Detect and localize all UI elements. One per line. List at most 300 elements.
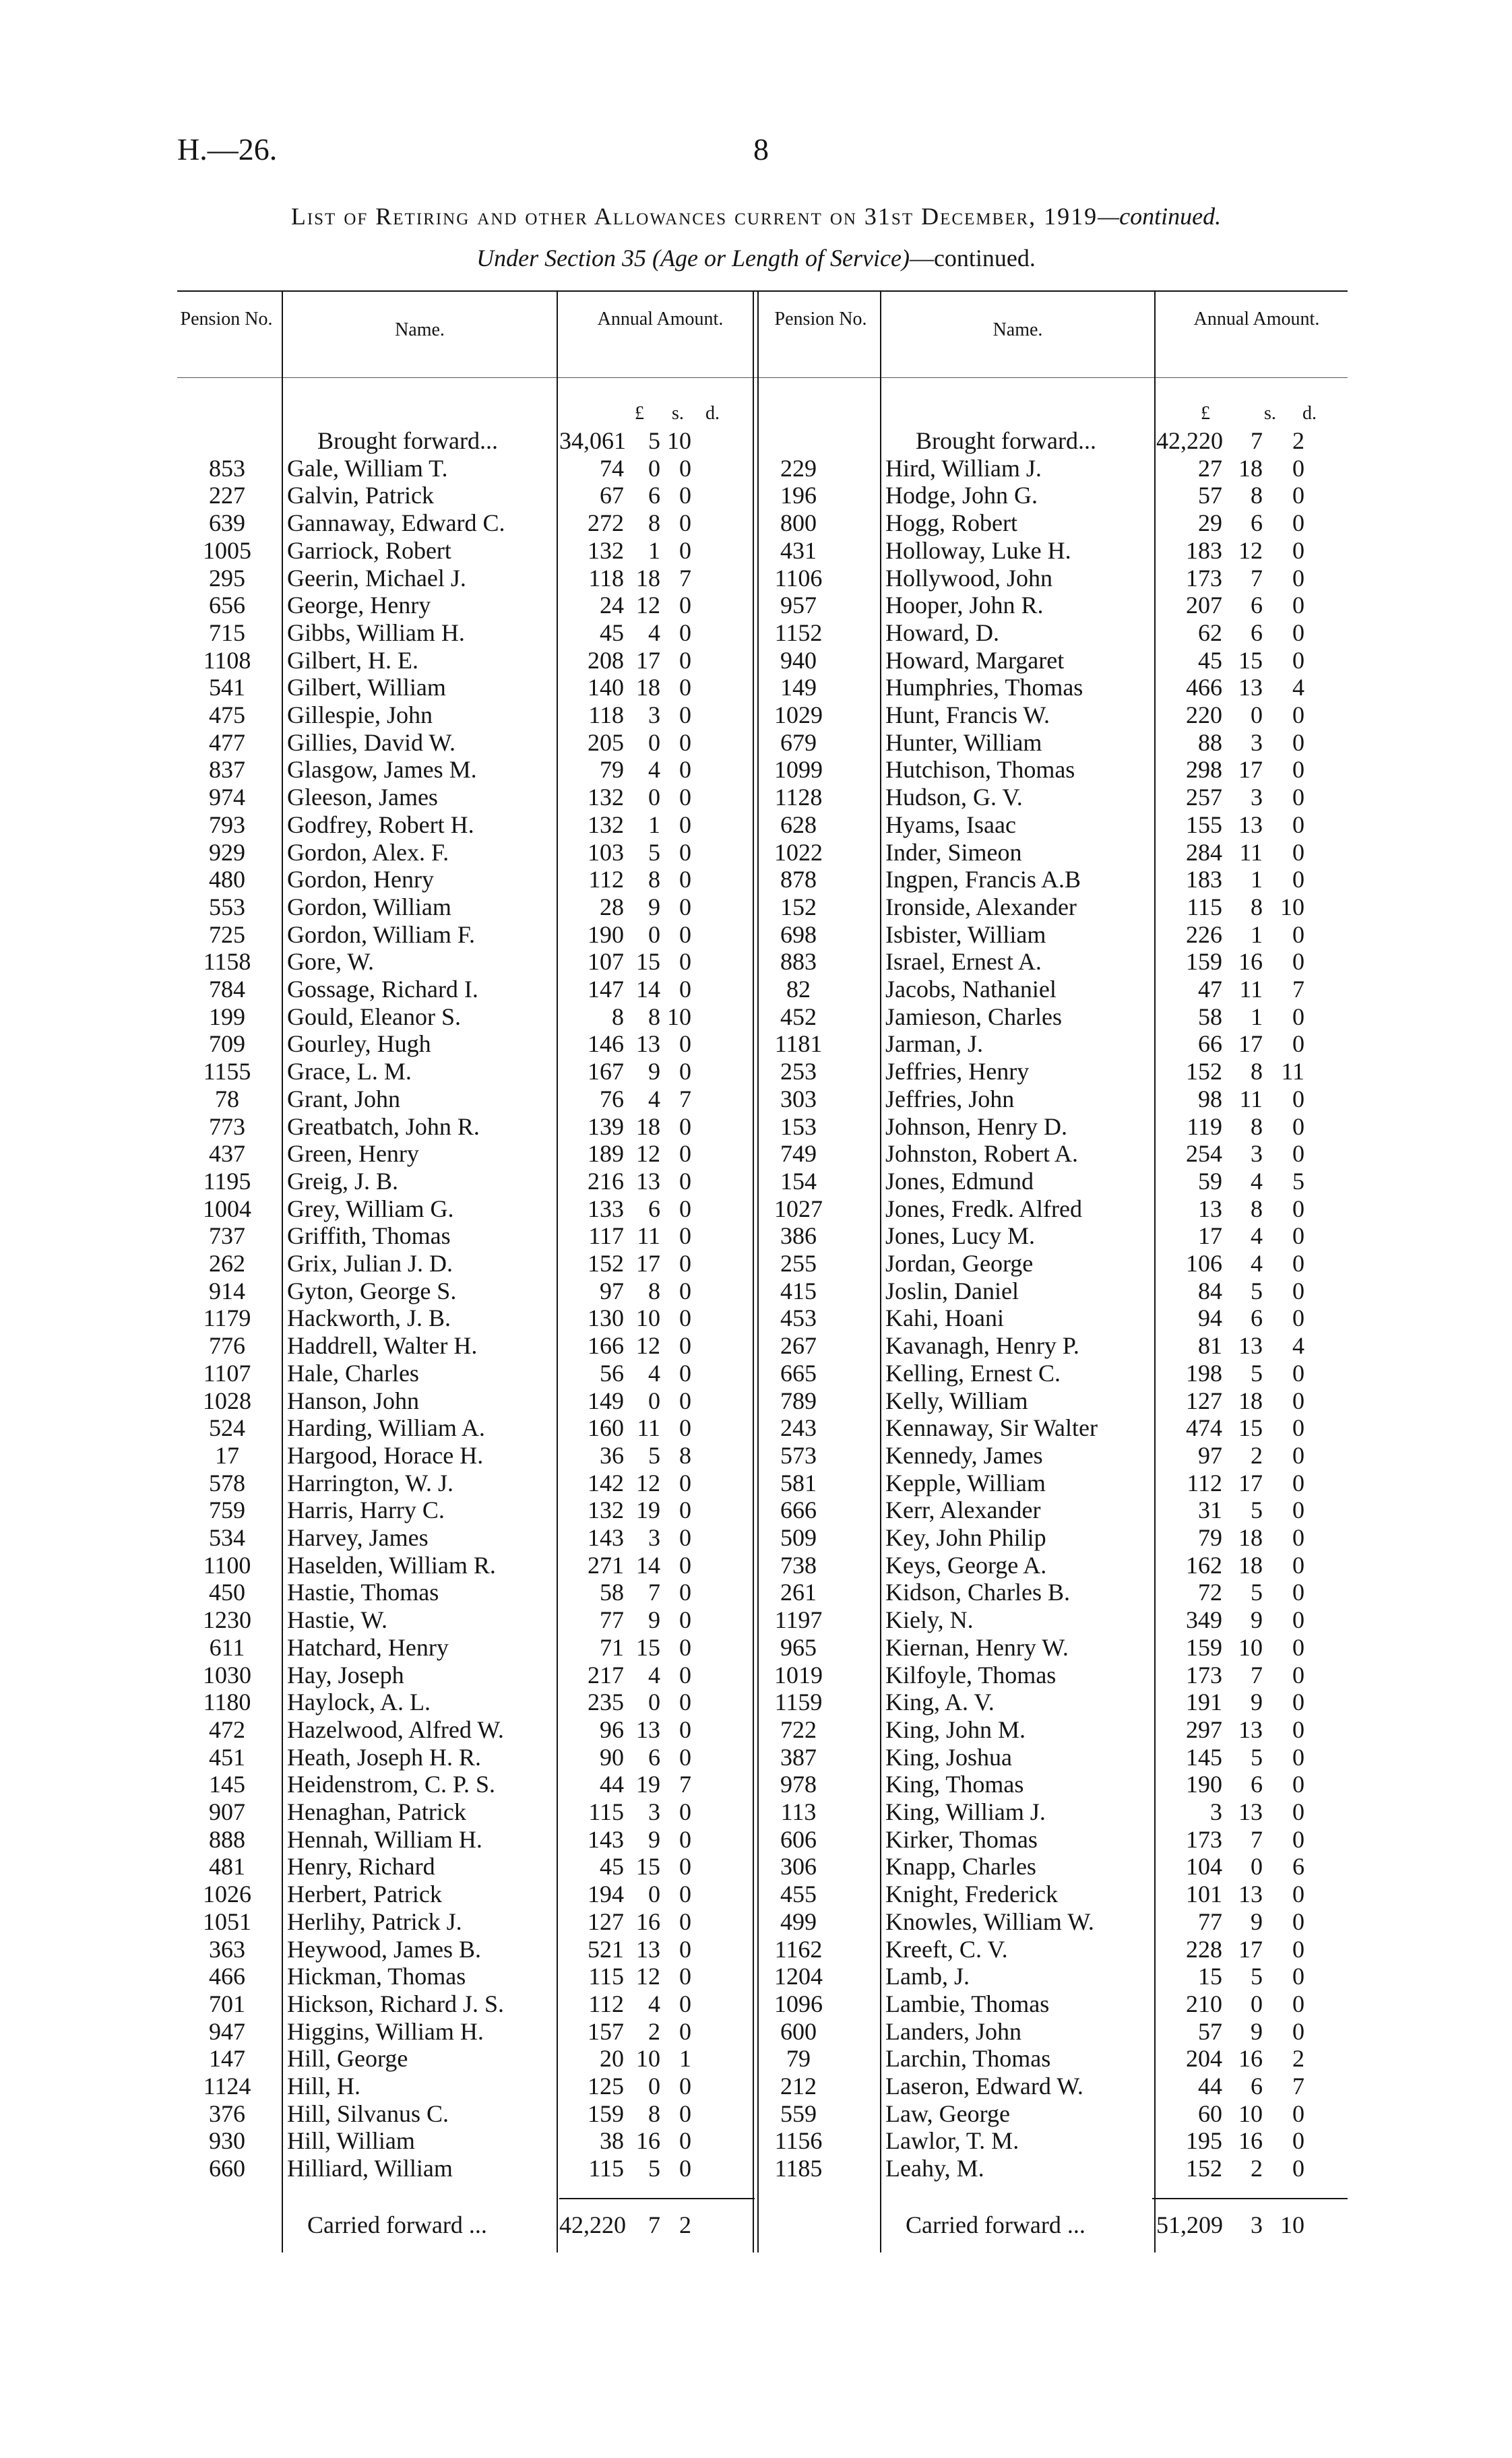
amount-pence: 10	[1280, 893, 1304, 920]
amount-pounds: 94	[1198, 1304, 1222, 1332]
amount-pence: 0	[1292, 1935, 1304, 1963]
amount-pence: 0	[679, 1881, 691, 1908]
table-row	[0, 1304, 1512, 1331]
amount-shillings: 16	[636, 2127, 660, 2155]
amount-pence: 0	[1292, 1908, 1304, 1935]
amount-pence: 4	[1292, 1332, 1304, 1360]
pension-no: 17	[215, 1441, 239, 1469]
table-row	[0, 1414, 1512, 1441]
amount-shillings: 4	[648, 756, 660, 784]
pension-no: 573	[780, 1441, 817, 1469]
brought-forward-row-label: Brought forward...	[916, 427, 1096, 454]
pensioner-name: Herlihy, Patrick J.	[287, 1908, 462, 1935]
amount-pounds: 189	[588, 1140, 624, 1168]
header-pension-no-left: Pension No.	[180, 309, 273, 329]
amount-pence: 0	[679, 1743, 691, 1771]
amount-shillings: 4	[648, 1085, 660, 1112]
amount-pence: 0	[1292, 701, 1304, 728]
pension-no: 737	[209, 1222, 245, 1250]
pension-no: 1100	[203, 1551, 251, 1579]
amount-shillings: 13	[1238, 1881, 1263, 1908]
pensioner-name: Jeffries, Henry	[885, 1058, 1030, 1085]
amount-pounds: 466	[1186, 674, 1222, 701]
table-row	[0, 674, 1512, 701]
amount-pence: 0	[1292, 592, 1304, 619]
pensioner-name: Gillies, David W.	[287, 728, 455, 756]
header-pension-no-right: Pension No.	[774, 309, 867, 329]
table-row	[0, 1606, 1512, 1633]
amount-pounds: 103	[588, 838, 624, 866]
amount-pounds: 349	[1186, 1606, 1222, 1634]
amount-pounds: 195	[1186, 2127, 1222, 2155]
amount-shillings: 19	[636, 1496, 660, 1524]
table-row	[0, 1195, 1512, 1222]
amount-pence: 10	[667, 427, 691, 454]
amount-pence: 0	[679, 2073, 691, 2100]
table-row	[0, 1716, 1512, 1743]
amount-shillings: 16	[636, 1908, 660, 1935]
amount-pounds: 104	[1186, 1853, 1222, 1881]
pension-no: 759	[209, 1496, 245, 1524]
amount-shillings: 0	[648, 1689, 660, 1716]
amount-shillings: 9	[1251, 2017, 1263, 2045]
pension-no: 1128	[774, 784, 823, 811]
amount-shillings: 11	[637, 1414, 660, 1442]
amount-pounds: 15	[1198, 1963, 1222, 1990]
amount-shillings: 17	[1238, 756, 1263, 784]
amount-pounds: 157	[588, 2017, 624, 2045]
pensioner-name: King, Joshua	[885, 1743, 1012, 1771]
pension-no: 888	[209, 1825, 245, 1853]
amount-pence: 0	[1292, 1277, 1304, 1304]
pension-no: 451	[209, 1743, 245, 1771]
amount-pence: 5	[1292, 1167, 1304, 1195]
amount-shillings: 3	[648, 1798, 660, 1825]
amount-shillings: 6	[648, 1195, 660, 1222]
table-row	[0, 729, 1512, 756]
amount-shillings: 9	[648, 1058, 660, 1085]
unit-shillings: s.	[1264, 403, 1276, 424]
amount-pounds: 28	[600, 893, 624, 920]
amount-shillings: 1	[1251, 920, 1263, 948]
amount-shillings: 3	[648, 701, 660, 728]
table-row	[0, 619, 1512, 646]
pensioner-name: Jones, Fredk. Alfred	[885, 1195, 1082, 1222]
amount-shillings: 8	[648, 1003, 660, 1030]
pensioner-name: Harvey, James	[287, 1524, 429, 1551]
pension-no: 1005	[203, 536, 251, 564]
table-row	[0, 455, 1512, 482]
pension-no: 431	[780, 536, 817, 564]
pension-no: 1107	[203, 1359, 251, 1387]
amount-shillings: 7	[1251, 1661, 1263, 1689]
amount-pounds: 272	[588, 509, 624, 537]
amount-shillings: 4	[648, 619, 660, 646]
pension-no: 793	[209, 811, 245, 838]
amount-pence: 0	[679, 1496, 691, 1524]
table-row	[0, 811, 1512, 838]
pensioner-name: Harding, William A.	[287, 1414, 485, 1442]
amount-pence: 0	[679, 1661, 691, 1689]
pensioner-name: Harrington, W. J.	[287, 1469, 453, 1496]
table-row	[0, 1003, 1512, 1030]
amount-pounds: 101	[1186, 1881, 1222, 1908]
pensioner-name: Kahi, Hoani	[885, 1304, 1004, 1332]
amount-pounds: 216	[588, 1167, 624, 1195]
amount-pence: 0	[679, 1030, 691, 1058]
pensioner-name: King, William J.	[885, 1798, 1046, 1825]
amount-pence: 0	[679, 1277, 691, 1304]
amount-pounds: 34,061	[559, 427, 626, 454]
table-row	[0, 976, 1512, 1003]
pensioner-name: Gordon, William F.	[287, 920, 475, 948]
pensioner-name: Hilliard, William	[287, 2155, 453, 2182]
amount-pence: 0	[679, 1606, 691, 1634]
pensioner-name: Hill, Silvanus C.	[287, 2100, 449, 2127]
pension-no: 499	[780, 1908, 817, 1935]
amount-shillings: 13	[636, 1030, 660, 1058]
subtitle-section: Under Section 35 (Age or Length of Service)	[476, 245, 910, 272]
amount-shillings: 0	[648, 454, 660, 482]
pensioner-name: Gordon, Henry	[287, 866, 434, 893]
pension-no: 883	[780, 948, 817, 976]
pensioner-name: Hazelwood, Alfred W.	[287, 1715, 504, 1743]
amount-pounds: 152	[1186, 2155, 1222, 2182]
amount-shillings: 6	[1251, 619, 1263, 646]
pensioner-name: Galvin, Patrick	[287, 482, 434, 509]
pensioner-name: Isbister, William	[885, 920, 1046, 948]
amount-pounds: 183	[1186, 866, 1222, 893]
table-top-rule	[177, 290, 1348, 292]
pensioner-name: Gillespie, John	[287, 701, 433, 728]
table-row	[0, 893, 1512, 920]
amount-pounds: 57	[1198, 2017, 1222, 2045]
pensioner-name: George, Henry	[287, 592, 431, 619]
table-row	[0, 1826, 1512, 1853]
amount-shillings: 10	[636, 2045, 660, 2073]
amount-pounds: 159	[588, 2100, 624, 2127]
page-subtitle	[0, 244, 1512, 272]
pensioner-name: Gale, William T.	[287, 454, 448, 482]
amount-shillings: 9	[1251, 1606, 1263, 1634]
amount-shillings: 18	[636, 564, 660, 592]
amount-pounds: 127	[1186, 1387, 1222, 1414]
amount-pounds: 71	[600, 1633, 624, 1661]
amount-shillings: 1	[1251, 1003, 1263, 1030]
pension-no: 1179	[203, 1304, 251, 1332]
table-row	[0, 756, 1512, 783]
amount-pounds: 194	[588, 1881, 624, 1908]
pension-no: 1022	[774, 838, 823, 866]
amount-pence: 0	[679, 1633, 691, 1661]
pension-no: 79	[786, 2045, 811, 2073]
amount-pounds: 67	[600, 482, 624, 509]
amount-shillings: 4	[1251, 1250, 1263, 1277]
amount-pounds: 77	[600, 1606, 624, 1634]
pension-no: 1156	[774, 2127, 823, 2155]
pension-no: 472	[209, 1715, 245, 1743]
amount-pence: 0	[679, 1387, 691, 1414]
amount-pence: 0	[1292, 646, 1304, 674]
amount-pounds: 254	[1186, 1140, 1222, 1168]
pensioner-name: Hickson, Richard J. S.	[287, 1990, 504, 2017]
pensioner-name: Gleeson, James	[287, 784, 438, 811]
amount-shillings: 6	[1251, 2073, 1263, 2100]
amount-shillings: 12	[636, 1140, 660, 1168]
amount-shillings: 0	[648, 920, 660, 948]
pension-no: 947	[209, 2017, 245, 2045]
amount-pence: 8	[679, 1441, 691, 1469]
amount-pounds: 173	[1186, 564, 1222, 592]
amount-pence: 0	[1292, 1441, 1304, 1469]
amount-shillings: 1	[648, 811, 660, 838]
unit-pounds: £	[635, 403, 644, 424]
pension-no: 145	[209, 1771, 245, 1798]
pension-no: 709	[209, 1030, 245, 1058]
amount-pounds: 45	[600, 1853, 624, 1881]
amount-pence: 0	[679, 1715, 691, 1743]
amount-pounds: 146	[588, 1030, 624, 1058]
amount-pence: 0	[679, 674, 691, 701]
amount-pence: 0	[1292, 1963, 1304, 1990]
pensioner-name: Hickman, Thomas	[287, 1963, 466, 1990]
amount-pence: 1	[679, 2045, 691, 2073]
pensioner-name: Hatchard, Henry	[287, 1633, 449, 1661]
pension-no: 1180	[203, 1689, 251, 1716]
pension-no: 212	[780, 2073, 817, 2100]
amount-shillings: 8	[648, 866, 660, 893]
pensioner-name: Gibbs, William H.	[287, 619, 465, 646]
amount-shillings: 1	[1251, 866, 1263, 893]
pensioner-name: Gourley, Hugh	[287, 1030, 431, 1058]
amount-pence: 2	[1292, 427, 1304, 454]
table-row	[0, 1030, 1512, 1057]
amount-pounds: 38	[600, 2127, 624, 2155]
pension-no: 1230	[203, 1606, 251, 1634]
pensioner-name: Kilfoyle, Thomas	[885, 1661, 1057, 1689]
amount-pounds: 191	[1186, 1689, 1222, 1716]
pension-no: 606	[780, 1825, 817, 1853]
amount-shillings: 11	[1239, 976, 1263, 1003]
amount-pence: 0	[679, 536, 691, 564]
amount-pence: 2	[1292, 2045, 1304, 2073]
amount-pounds: 106	[1186, 1250, 1222, 1277]
pension-no: 149	[780, 674, 817, 701]
pension-no: 437	[209, 1140, 245, 1168]
amount-shillings: 5	[648, 838, 660, 866]
amount-pence: 4	[1292, 674, 1304, 701]
pension-no: 303	[780, 1085, 817, 1112]
amount-pence: 0	[679, 1469, 691, 1496]
pension-no: 930	[209, 2127, 245, 2155]
pensioner-name: Greig, J. B.	[287, 1167, 398, 1195]
pensioner-name: Green, Henry	[287, 1140, 419, 1168]
amount-pence: 0	[1292, 1715, 1304, 1743]
table-row	[0, 866, 1512, 893]
amount-shillings: 17	[636, 1250, 660, 1277]
table-row	[0, 784, 1512, 811]
pensioner-name: Henaghan, Patrick	[287, 1798, 466, 1825]
amount-shillings: 7	[1251, 1825, 1263, 1853]
pensioner-name: Jamieson, Charles	[885, 1003, 1062, 1030]
amount-shillings: 0	[1251, 1990, 1263, 2017]
pension-no: 1096	[774, 1990, 823, 2017]
amount-pounds: 115	[588, 2155, 624, 2182]
pension-no: 82	[786, 976, 811, 1003]
pensioner-name: Hargood, Horace H.	[287, 1441, 484, 1469]
amount-shillings: 6	[1251, 509, 1263, 537]
pension-no: 600	[780, 2017, 817, 2045]
pension-no: 113	[780, 1798, 817, 1825]
amount-shillings: 4	[648, 1990, 660, 2017]
pensioner-name: Key, John Philip	[885, 1524, 1046, 1551]
pensioner-name: Lawlor, T. M.	[885, 2127, 1019, 2155]
amount-pounds: 208	[588, 646, 624, 674]
amount-pounds: 217	[588, 1661, 624, 1689]
pensioner-name: Haselden, William R.	[287, 1551, 496, 1579]
amount-shillings: 12	[1238, 536, 1263, 564]
amount-pence: 0	[1292, 1743, 1304, 1771]
pensioner-name: Larchin, Thomas	[885, 2045, 1051, 2073]
amount-pounds: 57	[1198, 482, 1222, 509]
amount-shillings: 14	[636, 976, 660, 1003]
amount-pounds: 72	[1198, 1579, 1222, 1606]
amount-pence: 0	[679, 1140, 691, 1168]
amount-pounds: 42,220	[1156, 427, 1223, 454]
pension-no: 878	[780, 866, 817, 893]
amount-shillings: 19	[636, 1771, 660, 1798]
pensioner-name: Humphries, Thomas	[885, 674, 1083, 701]
amount-pence: 0	[1292, 1085, 1304, 1112]
amount-pounds: 155	[1186, 811, 1222, 838]
amount-pence: 0	[679, 701, 691, 728]
unit-pence: d.	[705, 403, 720, 424]
table-row	[0, 1496, 1512, 1523]
header-annual-amount-right: Annual Amount.	[1193, 309, 1320, 329]
pensioner-name: Jarman, J.	[885, 1030, 983, 1058]
amount-pence: 0	[679, 1195, 691, 1222]
pension-no: 553	[209, 893, 245, 920]
pensioner-name: Kreeft, C. V.	[885, 1935, 1008, 1963]
pension-no: 853	[209, 454, 245, 482]
header-name-right: Name.	[993, 319, 1043, 340]
pension-no: 666	[780, 1496, 817, 1524]
amount-pounds: 17	[1198, 1222, 1222, 1250]
amount-shillings: 6	[648, 1743, 660, 1771]
amount-shillings: 5	[1251, 1277, 1263, 1304]
amount-pence: 11	[1281, 1058, 1304, 1085]
amount-shillings: 18	[1238, 1387, 1263, 1414]
pensioner-name: Heidenstrom, C. P. S.	[287, 1771, 496, 1798]
amount-pence: 0	[679, 509, 691, 537]
amount-shillings: 8	[1251, 1112, 1263, 1140]
pensioner-name: Haylock, A. L.	[287, 1689, 431, 1716]
pensioner-name: Gossage, Richard I.	[287, 976, 478, 1003]
amount-shillings: 12	[636, 592, 660, 619]
amount-pounds: 271	[588, 1551, 624, 1579]
pensioner-name: Laseron, Edward W.	[885, 2073, 1083, 2100]
pensioner-name: Haddrell, Walter H.	[287, 1332, 478, 1360]
amount-pence: 0	[1292, 1140, 1304, 1168]
amount-pence: 0	[1292, 1689, 1304, 1716]
amount-pence: 0	[679, 976, 691, 1003]
pensioner-name: Heywood, James B.	[287, 1935, 481, 1963]
title-main: List of Retiring and other Allowances current on 31st December, 1919	[290, 203, 1098, 230]
amount-pounds: 159	[1186, 948, 1222, 976]
pension-no: 665	[780, 1359, 817, 1387]
pensioner-name: Geerin, Michael J.	[287, 564, 466, 592]
amount-pounds: 140	[588, 674, 624, 701]
pensioner-name: Gilbert, William	[287, 674, 446, 701]
amount-shillings: 3	[1251, 784, 1263, 811]
page-reference: H.—26.	[177, 132, 278, 166]
pension-no: 227	[209, 482, 245, 509]
table-row	[0, 948, 1512, 975]
pensioner-name: Hunter, William	[885, 728, 1042, 756]
amount-pounds: 257	[1186, 784, 1222, 811]
amount-pence: 0	[679, 1304, 691, 1332]
amount-pounds: 162	[1186, 1551, 1222, 1579]
amount-pence: 7	[679, 564, 691, 592]
amount-pence: 0	[1292, 509, 1304, 537]
amount-pence: 0	[1292, 1524, 1304, 1551]
table-bottom-rule-left	[559, 2198, 755, 2199]
amount-pounds: 88	[1198, 728, 1222, 756]
amount-shillings: 8	[1251, 893, 1263, 920]
pension-no: 784	[209, 976, 245, 1003]
pensioner-name: Griffith, Thomas	[287, 1222, 451, 1250]
amount-pounds: 13	[1198, 1195, 1222, 1222]
table-row	[0, 1140, 1512, 1167]
pension-no: 701	[209, 1990, 245, 2017]
amount-shillings: 2	[648, 2017, 660, 2045]
amount-pence: 0	[679, 1689, 691, 1716]
pensioner-name: Hunt, Francis W.	[885, 701, 1050, 728]
amount-pounds: 90	[600, 1743, 624, 1771]
amount-pounds: 125	[588, 2073, 624, 2100]
amount-pence: 0	[679, 756, 691, 784]
amount-shillings: 0	[648, 1387, 660, 1414]
pensioner-name: Gordon, William	[287, 893, 451, 920]
amount-pounds: 112	[588, 866, 624, 893]
table-row	[0, 1689, 1512, 1715]
table-row	[0, 1963, 1512, 1990]
amount-shillings: 9	[648, 1825, 660, 1853]
table-row	[0, 701, 1512, 728]
amount-pounds: 112	[588, 1990, 624, 2017]
table-row	[0, 1222, 1512, 1249]
pension-no: 1155	[203, 1058, 251, 1085]
pensioner-name: Jeffries, John	[885, 1085, 1015, 1112]
amount-pounds: 29	[1198, 509, 1222, 537]
amount-pounds: 118	[588, 701, 624, 728]
pensioner-name: Kavanagh, Henry P.	[885, 1332, 1079, 1360]
pension-no: 376	[209, 2100, 245, 2127]
header-annual-amount-left: Annual Amount.	[597, 309, 724, 329]
pensioner-name: King, A. V.	[885, 1689, 995, 1716]
pensioner-name: Gyton, George S.	[287, 1277, 457, 1304]
pensioner-name: Kennedy, James	[885, 1441, 1043, 1469]
pensioner-name: Kepple, William	[885, 1469, 1046, 1496]
amount-pence: 0	[679, 784, 691, 811]
amount-shillings: 7	[1251, 427, 1263, 454]
amount-shillings: 5	[1251, 1743, 1263, 1771]
amount-shillings: 12	[636, 1332, 660, 1360]
pension-no: 660	[209, 2155, 245, 2182]
amount-pence: 0	[1292, 2127, 1304, 2155]
pensioner-name: Henry, Richard	[287, 1853, 435, 1881]
amount-pounds: 44	[1198, 2073, 1222, 2100]
